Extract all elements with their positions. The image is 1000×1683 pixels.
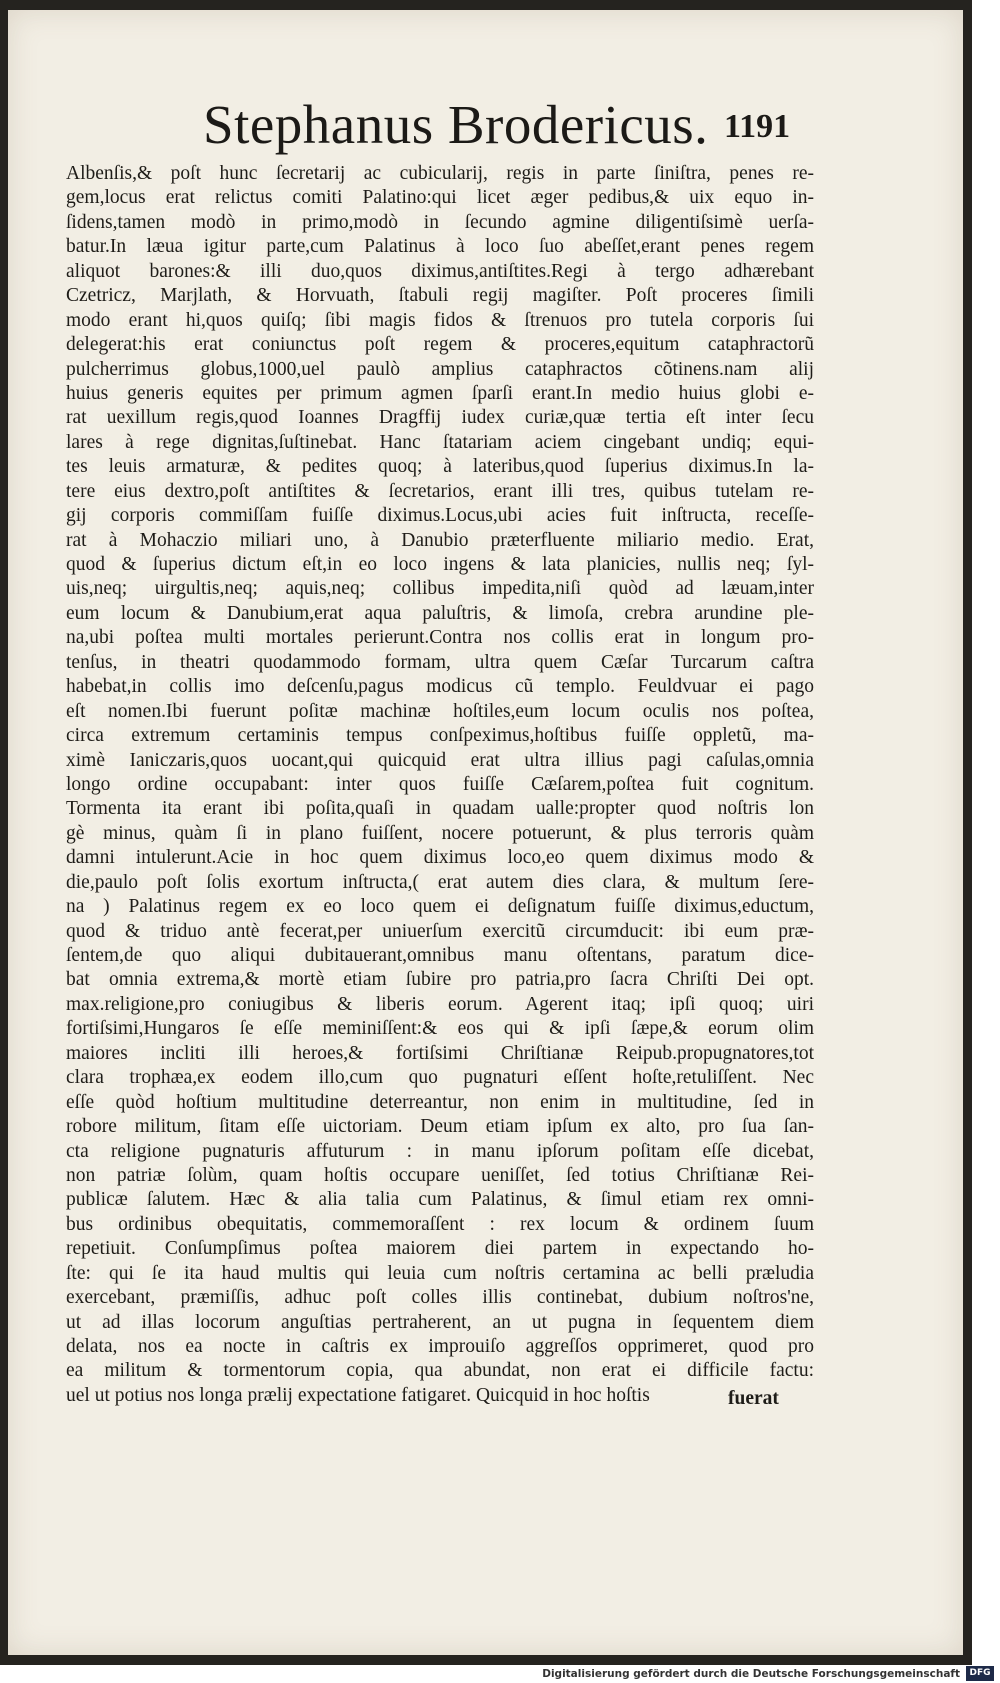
text-line: ea militum & tormentorum copia, qua abundat, non erat ei difficile factu: [66, 1360, 814, 1382]
text-line: uel ut potius nos longa prælij expectatione fatigaret. Quicquid in hoc hoſtis [66, 1384, 650, 1406]
text-line: repetiuit. Conſumpſimus poſtea maiorem diei partem in expectando ho- [66, 1238, 814, 1260]
text-line: lares à rege dignitas,ſuſtinebat. Hanc ſtatariam aciem cingebant undiq; equi- [66, 431, 814, 453]
text-line: delata, nos ea nocte in caſtris ex improuiſo aggreſſos opprimeret, quod pro [66, 1336, 814, 1357]
dfg-logo: DFG [966, 1666, 994, 1681]
text-line: bat omnia extrema,& mortè etiam ſubire pro patria,pro ſacra Chriſti Dei opt. [66, 969, 814, 991]
text-line: modo erant hi,quos quiſq; ſibi magis fidos & ſtrenuos pro tutela corporis ſui [66, 309, 814, 331]
text-line: gij corporis commiſſam fuiſſe diximus.Locus,ubi acies fuit inſtructa, receſſe- [66, 505, 814, 527]
text-line: bus ordinibus obequitatis, commemoraſſent : rex locum & ordinem ſuum [66, 1213, 814, 1235]
page-header [8, 90, 963, 160]
text-line: eſt nomen.Ibi fuerunt poſitæ machinæ hoſtiles,eum locum oculis nos poſtea, [66, 700, 814, 722]
text-line: tere eius dextro,poſt antiſtites & ſecretarios, erant illi tres, quibus tutelam re- [66, 480, 814, 502]
text-line: eſſe quòd hoſtium multitudine deterreantur, non enim in multitudine, ſed in [66, 1091, 814, 1113]
text-line: fortiſsimi,Hungaros ſe eſſe meminiſſent:& eos qui & ipſi ſæpe,& eorum olim [66, 1018, 814, 1040]
text-line: exercebant, præmiſſis, adhuc poſt colles illis continebat, dubium noſtros'ne, [66, 1287, 814, 1309]
text-line: habebat,in collis imo deſcenſu,pagus modicus cũ templo. Feuldvuar ei pago [66, 676, 814, 698]
footer-credit: Digitalisierung gefördert durch die Deutsche Forschungsgemeinschaft [542, 1668, 960, 1680]
text-line: pulcherrimus globus,1000,uel paulò amplius cataphractos cõtinens.nam alij [66, 358, 814, 380]
text-line: na ) Palatinus regem ex eo loco quem ei deſignatum fuiſſe diximus,eductum, [66, 896, 814, 918]
body-text [66, 162, 814, 1408]
catchword: fuerat [728, 1388, 779, 1409]
text-line: gè minus, quàm ſi in plano fuiſſent, nocere potuerunt, & plus terroris quàm [66, 822, 814, 844]
text-line: Czetricz, Marjlath, & Horvuath, ſtabuli regij magiſter. Poſt proceres ſimili [66, 285, 814, 307]
book-page [8, 10, 963, 1655]
text-line: max.religione,pro coniugibus & liberis eorum. Agerent itaq; ipſi quoq; uiri [66, 993, 814, 1015]
text-line: eum locum & Danubium,erat aqua paluſtris, & limoſa, crebra arundine ple- [66, 602, 814, 624]
text-line: cta religione pugnaturis affuturum : in manu ipſorum poſitam eſſe dicebat, [66, 1140, 814, 1162]
text-line: ximè Ianiczaris,quos uocant,qui quicquid erat ultra illius pagi caſulas,omnia [66, 749, 814, 771]
text-line: aliquot barones:& illi duo,quos diximus,antiſtites.Regi à tergo adhærebant [66, 260, 814, 282]
running-title: Stephanus Brodericus. [203, 94, 709, 155]
text-line: publicæ ſalutem. Hæc & alia talia cum Palatinus, & ſimul etiam rex omni- [66, 1189, 814, 1211]
text-line: gem,locus erat relictus comiti Palatino:qui licet æger pedibus,& uix equo in- [66, 187, 814, 209]
text-line: tes leuis armaturæ, & pedites quoq; à lateribus,quod ſuperius diximus.In la- [66, 456, 814, 478]
text-line: delegerat:his erat coniunctus poſt regem & proceres,equitum cataphractorũ [66, 334, 814, 356]
text-line: die,paulo poſt ſolis exortum inſtructa,( erat autem dies clara, & multum ſere- [66, 871, 814, 893]
text-line: batur.In læua igitur parte,cum Palatinus à loco ſuo abeſſet,erant penes regem [66, 236, 814, 258]
text-line: tenſus, in theatri quodammodo formam, ultra quem Cæſar Turcarum caſtra [66, 651, 814, 673]
text-line: longo ordine occupabant: inter quos fuiſſe Cæſarem,poſtea fuit cognitum. [66, 773, 814, 795]
digitization-footer [0, 1665, 1000, 1683]
text-line: Tormenta ita erant ibi poſita,quaſi in quadam ualle:propter quod noſtris lon [66, 798, 814, 820]
text-line: uis,neq; uirgultis,neq; aquis,neq; collibus impedita,niſi quòd ad læuam,inter [66, 578, 814, 600]
text-line: ut ad illas locorum anguſtias pertraherent, an ut pugna in ſequentem diem [66, 1311, 814, 1333]
text-line: ſidens,tamen modò in primo,modò in ſecundo agmine diligentiſsimè uerſa- [66, 211, 814, 233]
text-line: rat uexillum regis,quod Ioannes Dragffij iudex curiæ,quæ tertia eſt inter ſecu [66, 407, 814, 429]
text-line: rat à Mohaczio miliari uno, à Danubio præterfluente miliario medio. Erat, [66, 529, 814, 551]
text-line: na,ubi poſtea multi mortales perierunt.Contra nos collis erat in longum pro- [66, 627, 814, 649]
text-line: clara trophæa,ex eodem illo,cum quo pugnaturi eſſent hoſte,retuliſſent. Nec [66, 1067, 814, 1089]
text-line: damni intulerunt.Acie in hoc quem diximus loco,eo quem diximus modo & [66, 847, 814, 869]
page-number: 1191 [724, 108, 791, 145]
text-line: robore militum, ſitam eſſe uictoriam. Deum etiam ipſum ex alto, pro ſua ſan- [66, 1116, 814, 1138]
text-line: quod & ſuperius dictum eſt,in eo loco ingens & lata planicies, nullis neq; ſyl- [66, 554, 814, 575]
text-line: ſentem,de quo aliqui dubitauerant,omnibus manu oſtentans, paratum dice- [66, 945, 814, 966]
text-line: huius generis equites per primum agmen ſparſi erant.In medio huius globi e- [66, 382, 814, 404]
text-line: Albenſis,& poſt hunc ſecretarij ac cubicularij, regis in parte ſiniſtra, penes re- [66, 163, 814, 184]
text-line: non patriæ ſolùm, quam hoſtis occupare ueniſſet, ſed totius Chriſtianæ Rei- [66, 1164, 814, 1186]
text-line: circa extremum certaminis tempus conſpeximus,hoſtibus fuiſſe oppletũ, ma- [66, 725, 814, 747]
text-line: quod & triduo antè fecerat,per uniuerſum exercitũ circumducit: ibi eum præ- [66, 920, 814, 942]
text-line: maiores incliti illi heroes,& fortiſsimi Chriſtianæ Reipub.propugnatores,tot [66, 1042, 814, 1064]
text-line: ſte: qui ſe ita haud multis qui leuia cum noſtris certamina ac belli præludia [66, 1262, 814, 1284]
